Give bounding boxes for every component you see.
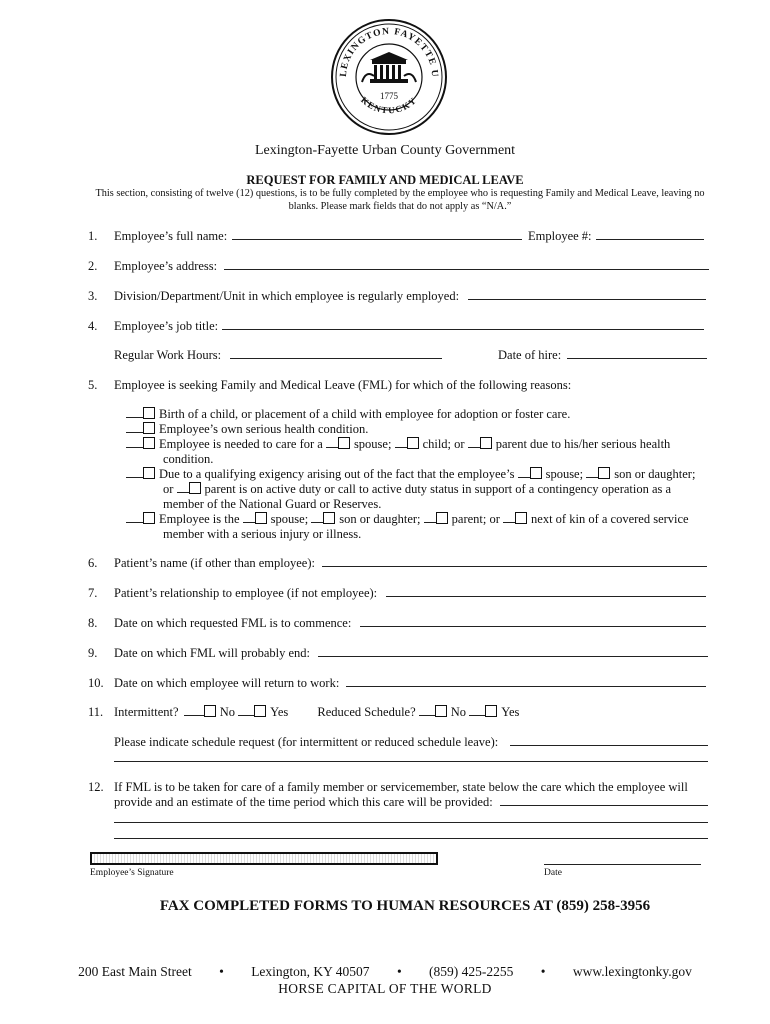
schedule-request-field[interactable] bbox=[510, 735, 708, 746]
reduced-yes-checkbox[interactable] bbox=[485, 705, 497, 717]
q12-line-1: If FML is to be taken for care of a family member or servicemember, state below the care which the employee will bbox=[114, 780, 688, 794]
q1-label: Employee’s full name: bbox=[114, 229, 228, 243]
service-parent-checkbox[interactable] bbox=[436, 512, 448, 524]
schedule-request-field-2[interactable] bbox=[114, 751, 708, 762]
footer-city: Lexington, KY 40507 bbox=[251, 964, 370, 979]
signature-label: Employee’s Signature bbox=[90, 868, 174, 878]
question-7 bbox=[88, 586, 377, 601]
schedule-request-label: Please indicate schedule request (for intermittent or reduced schedule leave): bbox=[114, 735, 499, 749]
care-parent-checkbox[interactable] bbox=[480, 437, 492, 449]
return-to-work-field[interactable] bbox=[346, 676, 706, 687]
reason-birth-label: Birth of a child, or placement of a child with employee for adoption or foster care. bbox=[159, 407, 571, 421]
footer-website[interactable]: www.lexingtonky.gov bbox=[572, 964, 692, 979]
date-of-hire-label: Date of hire: bbox=[498, 348, 562, 362]
reason-birth-checkbox[interactable] bbox=[143, 407, 155, 419]
q1-number: 1. bbox=[88, 229, 98, 243]
date-of-hire-field[interactable] bbox=[567, 348, 707, 359]
footer-address: 200 East Main Street bbox=[78, 964, 192, 979]
service-next-of-kin-checkbox[interactable] bbox=[515, 512, 527, 524]
intermittent-yes-checkbox[interactable] bbox=[254, 705, 266, 717]
reason-care-label: Employee is needed to care for a bbox=[159, 437, 323, 451]
reduced-no-checkbox[interactable] bbox=[435, 705, 447, 717]
footer-phone: (859) 425-2255 bbox=[429, 964, 514, 979]
q6-label: Patient’s name (if other than employee): bbox=[114, 556, 315, 570]
intermittent-no-checkbox[interactable] bbox=[204, 705, 216, 717]
question-4 bbox=[88, 319, 218, 334]
seal-ring-text: LEXINGTON FAYETTE U bbox=[338, 26, 440, 79]
intermittent-no-label: No bbox=[219, 705, 235, 719]
employee-name-field[interactable] bbox=[232, 229, 522, 240]
exigency-son-daughter-label: son or daughter; bbox=[614, 467, 696, 481]
reason-servicemember-checkbox[interactable] bbox=[143, 512, 155, 524]
regular-hours-label: Regular Work Hours: bbox=[114, 348, 222, 362]
reason-exigency-checkbox[interactable] bbox=[143, 467, 155, 479]
question-5 bbox=[88, 378, 571, 393]
q11-label: Intermittent? bbox=[114, 705, 179, 719]
patient-name-field[interactable] bbox=[322, 556, 707, 567]
reason-own-health-label: Employee’s own serious health condition. bbox=[159, 422, 369, 436]
question-6 bbox=[88, 556, 315, 571]
reason-servicemember-continued: member with a serious injury or illness. bbox=[163, 527, 362, 541]
question-12 bbox=[88, 780, 688, 795]
reason-care-continued: condition. bbox=[163, 452, 214, 466]
fml-end-field[interactable] bbox=[318, 646, 708, 657]
reason-exigency-option bbox=[126, 467, 695, 482]
reason-care-checkbox[interactable] bbox=[143, 437, 155, 449]
reason-own-health-option bbox=[126, 422, 368, 437]
regular-hours-field[interactable] bbox=[230, 348, 442, 359]
q9-number: 9. bbox=[88, 646, 98, 660]
fml-commence-field[interactable] bbox=[360, 616, 706, 627]
reason-own-health-checkbox[interactable] bbox=[143, 422, 155, 434]
question-2 bbox=[88, 259, 217, 274]
instructions-line-1: This section, consisting of twelve (12) questions, is to be fully completed by the employee who is requesting Family and Medical Leave, leaving no bbox=[95, 188, 705, 199]
q2-number: 2. bbox=[88, 259, 98, 273]
q3-label: Division/Department/Unit in which employee is regularly employed: bbox=[114, 289, 460, 303]
q3-number: 3. bbox=[88, 289, 98, 303]
exigency-parent-checkbox[interactable] bbox=[189, 482, 201, 494]
reason-exigency-line-3: member of the National Guard or Reserves. bbox=[163, 497, 382, 511]
q2-label: Employee’s address: bbox=[114, 259, 218, 273]
question-9 bbox=[88, 646, 310, 661]
care-spouse-checkbox[interactable] bbox=[338, 437, 350, 449]
reason-care-option bbox=[126, 437, 670, 452]
exigency-or-label: or bbox=[163, 482, 174, 496]
question-11 bbox=[88, 705, 519, 720]
q7-label: Patient’s relationship to employee (if not employee): bbox=[114, 586, 378, 600]
service-spouse-label: spouse; bbox=[270, 512, 309, 526]
q11-number: 11. bbox=[88, 705, 104, 719]
reduced-schedule-label: Reduced Schedule? bbox=[317, 705, 416, 719]
reason-servicemember-label: Employee is the bbox=[159, 512, 240, 526]
reason-birth-option bbox=[126, 407, 570, 422]
care-child-label: child; or bbox=[422, 437, 465, 451]
care-description-field[interactable] bbox=[500, 795, 708, 806]
job-title-field[interactable] bbox=[222, 319, 704, 330]
care-parent-label: parent due to his/her serious health bbox=[495, 437, 671, 451]
reduced-yes-label: Yes bbox=[501, 705, 520, 719]
exigency-parent-label: parent is on active duty or call to active duty status in support of a contingency operation as a bbox=[204, 482, 672, 496]
question-8 bbox=[88, 616, 351, 631]
q8-number: 8. bbox=[88, 616, 98, 630]
care-spouse-label: spouse; bbox=[353, 437, 392, 451]
patient-relationship-field[interactable] bbox=[386, 586, 706, 597]
q5-number: 5. bbox=[88, 378, 98, 392]
county-seal bbox=[330, 18, 448, 136]
svg-text:LEXINGTON FAYETTE URBAN COUNTY bbox=[330, 18, 439, 78]
q7-number: 7. bbox=[88, 586, 98, 600]
reason-exigency-label: Due to a qualifying exigency arising out of the fact that the employee’s bbox=[159, 467, 515, 481]
exigency-spouse-label: spouse; bbox=[545, 467, 584, 481]
footer-motto: HORSE CAPITAL OF THE WORLD bbox=[278, 981, 492, 996]
service-parent-label: parent; or bbox=[451, 512, 500, 526]
care-description-field-2[interactable] bbox=[114, 812, 708, 823]
q4-label: Employee’s job title: bbox=[114, 319, 219, 333]
question-1 bbox=[88, 229, 227, 244]
footer-bullet: • bbox=[219, 964, 224, 979]
q4-number: 4. bbox=[88, 319, 98, 333]
q10-number: 10. bbox=[88, 676, 104, 690]
employee-address-field[interactable] bbox=[224, 259, 709, 270]
footer-bullet: • bbox=[396, 964, 402, 979]
service-son-daughter-label: son or daughter; bbox=[339, 512, 421, 526]
care-child-checkbox[interactable] bbox=[407, 437, 419, 449]
q8-label: Date on which requested FML is to commence: bbox=[114, 616, 352, 630]
seal-state-text: KENTUCKY bbox=[359, 94, 419, 116]
q12-number: 12. bbox=[88, 780, 104, 794]
seal-year: 1775 bbox=[380, 91, 398, 101]
q10-label: Date on which employee will return to work: bbox=[114, 676, 340, 690]
signature-date-label: Date bbox=[544, 868, 562, 878]
q12-line-2: provide and an estimate of the time period which this care will be provided: bbox=[114, 795, 493, 809]
service-next-of-kin-label: next of kin of a covered service bbox=[531, 512, 689, 526]
q5-label: Employee is seeking Family and Medical Leave (FML) for which of the following reasons: bbox=[114, 378, 572, 392]
service-spouse-checkbox[interactable] bbox=[255, 512, 267, 524]
question-10 bbox=[88, 676, 339, 691]
intermittent-yes-label: Yes bbox=[270, 705, 289, 719]
q6-number: 6. bbox=[88, 556, 98, 570]
care-description-field-3[interactable] bbox=[114, 828, 708, 839]
form-title: REQUEST FOR FAMILY AND MEDICAL LEAVE bbox=[246, 173, 524, 187]
reason-exigency-line-2 bbox=[163, 482, 671, 497]
exigency-son-daughter-checkbox[interactable] bbox=[598, 467, 610, 479]
fax-notice: FAX COMPLETED FORMS TO HUMAN RESOURCES AT (859) 258-3956 bbox=[159, 898, 651, 914]
footer bbox=[0, 964, 770, 980]
employee-number-label: Employee #: bbox=[528, 229, 592, 243]
org-name: Lexington-Fayette Urban County Government bbox=[254, 143, 516, 158]
question-3 bbox=[88, 289, 459, 304]
signature-date-field[interactable] bbox=[544, 853, 701, 865]
division-field[interactable] bbox=[468, 289, 706, 300]
reduced-no-label: No bbox=[450, 705, 467, 719]
reason-servicemember-option bbox=[126, 512, 689, 527]
service-son-daughter-checkbox[interactable] bbox=[323, 512, 335, 524]
instructions-line-2: blanks. Please mark fields that do not apply as “N/A.” bbox=[288, 201, 512, 212]
signature-field[interactable] bbox=[90, 852, 438, 865]
exigency-spouse-checkbox[interactable] bbox=[530, 467, 542, 479]
q9-label: Date on which FML will probably end: bbox=[114, 646, 311, 660]
employee-number-field[interactable] bbox=[596, 229, 704, 240]
footer-bullet: • bbox=[540, 964, 546, 979]
